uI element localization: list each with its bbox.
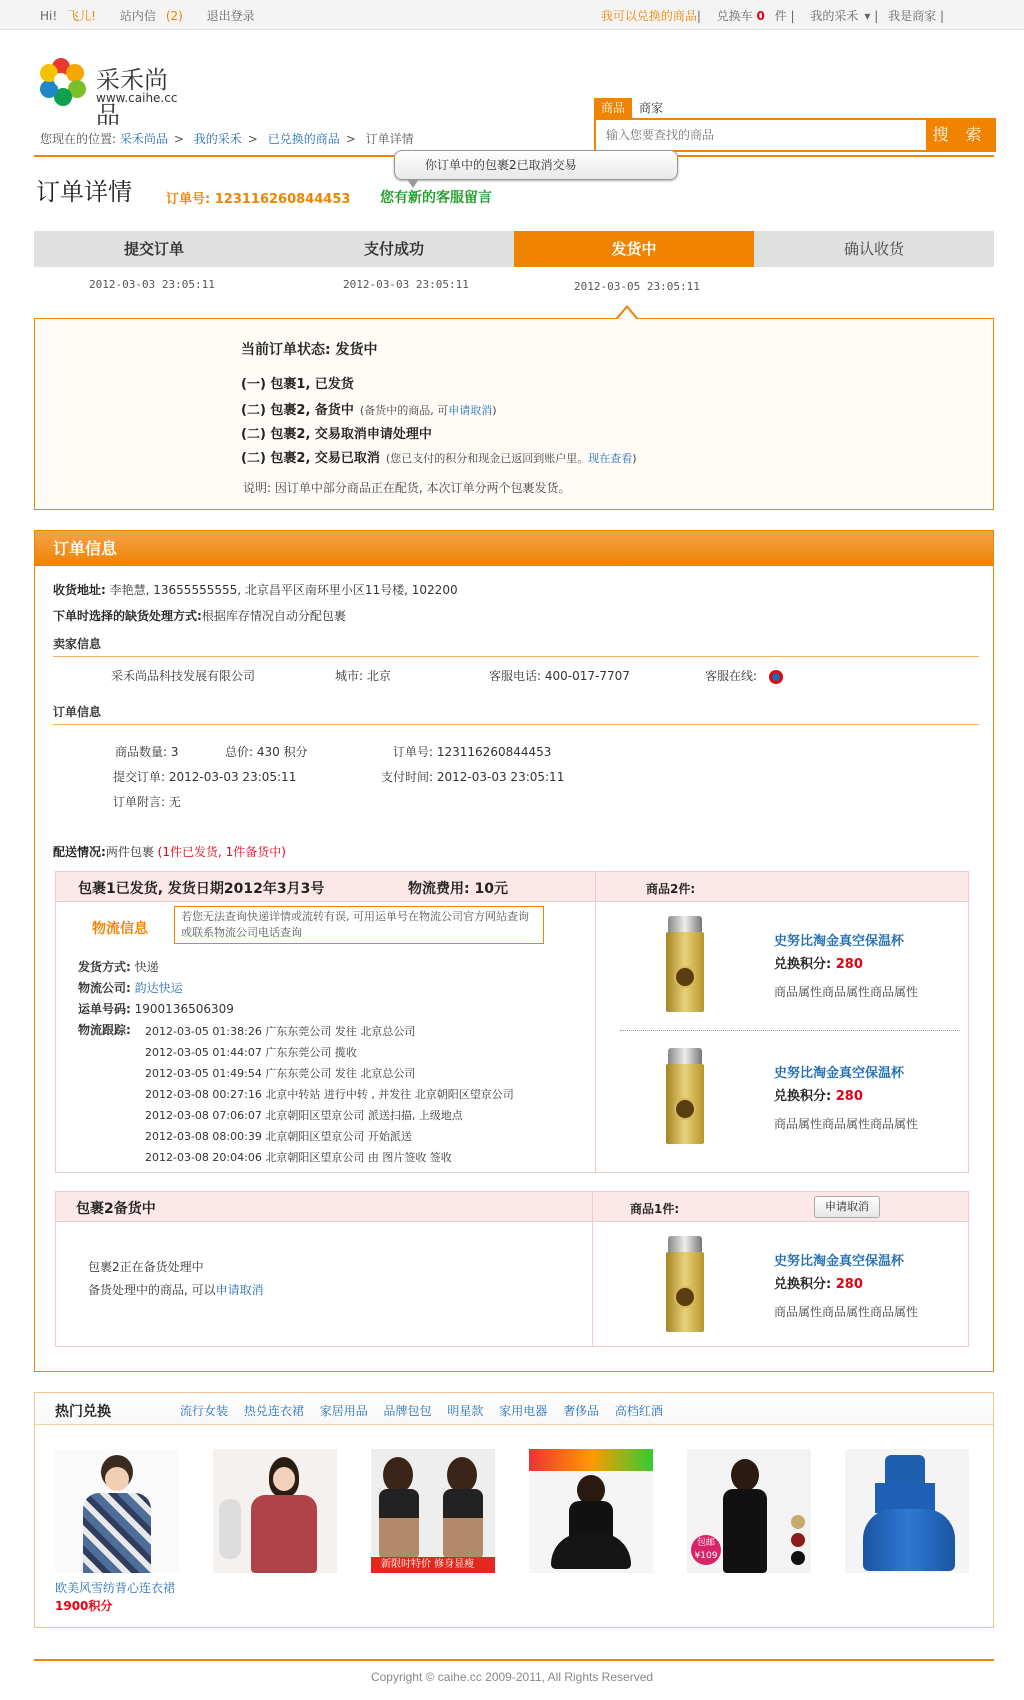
order-no: 订单号: 123116260844453: [393, 745, 552, 759]
new-message-link[interactable]: 您有新的客服留言: [380, 190, 492, 206]
search-box: [594, 98, 996, 152]
status-line: (二) 包裹2, 交易已取消 (您已支付的积分和现金已返回到账户里。现在查看): [241, 451, 637, 466]
package-1-title: 包裹1已发货, 发货日期2012年3月3号: [78, 881, 325, 897]
product-name-link[interactable]: 史努比淘金真空保温杯: [774, 1254, 905, 1269]
breadcrumb-my-caihe[interactable]: 我的采禾: [193, 132, 242, 146]
hot-item-banner: 新限时特价 修身显瘦: [371, 1557, 495, 1573]
seller-city: 城市: 北京: [335, 669, 391, 683]
step-submit: 提交订单: [123, 240, 184, 258]
qty: 商品数量: 3: [115, 745, 179, 759]
top-bar: Hi! 飞儿! 站内信 (2) 退出登录 我可以兑换的商品| 兑换车 0 件 | 我的采禾 ▾ | 我是商家 |: [0, 0, 1024, 30]
hot-cat-link[interactable]: 家用电器: [499, 1404, 548, 1418]
total: 总价: 430 积分: [225, 745, 308, 759]
hot-item-image[interactable]: [213, 1449, 337, 1573]
exchangeable-link[interactable]: 我可以兑换的商品: [600, 9, 697, 23]
product-card: 史努比淘金真空保温杯 兑换积分: 280 商品属性商品属性商品属性: [606, 1228, 946, 1338]
tracking-list: [145, 1021, 514, 1168]
track-line: 2012-03-08 20:04:06 北京朝阳区望京公司 由 图片签收 签收: [145, 1151, 452, 1164]
order-info-panel: [34, 530, 994, 1372]
my-caihe-menu[interactable]: 我的采禾 ▾: [810, 9, 871, 23]
package-2-goods-count: 商品1件:: [630, 1202, 680, 1216]
tab-goods[interactable]: 商品: [594, 98, 632, 118]
order-number: 订单号: 123116260844453: [166, 192, 351, 207]
hot-item-name[interactable]: 欧美风雪纺背心连衣裙: [55, 1581, 176, 1595]
logistics-tip: 若您无法查询快递详情或流转有误, 可用运单号在物流公司官方网站查询或联系物流公司电话查询: [174, 906, 544, 944]
seller-name: 采禾尚品科技发展有限公司: [111, 669, 256, 683]
apply-cancel-link[interactable]: 申请取消: [448, 404, 493, 417]
hot-cat-link[interactable]: 热兑连衣裙: [243, 1404, 304, 1418]
apply-cancel-link[interactable]: 申请取消: [215, 1283, 264, 1297]
order-section-title: 订单信息: [53, 703, 979, 725]
seller-section-title: 卖家信息: [53, 635, 979, 657]
seller-phone: 客服电话: 400-017-7707: [489, 669, 630, 683]
package-2-status: 包裹2正在备货处理中: [88, 1260, 204, 1274]
status-note: 说明: 因订单中部分商品正在配货, 本次订单分两个包裹发货。: [243, 481, 571, 495]
product-card: 史努比淘金真空保温杯 兑换积分: 280 商品属性商品属性商品属性: [606, 908, 946, 1018]
hot-item-points: 1900积分: [55, 1599, 113, 1613]
track-line: 2012-03-05 01:38:26 广东东莞公司 发往 北京总公司: [145, 1025, 416, 1038]
breadcrumb-exchanged[interactable]: 已兑换的商品: [267, 132, 340, 146]
product-image[interactable]: [664, 1236, 706, 1332]
waybill: 运单号码: 1900136506309: [78, 1002, 234, 1016]
step-paid: 支付成功: [363, 240, 424, 258]
hot-item-image[interactable]: [845, 1449, 969, 1573]
view-now-link[interactable]: 现在查看: [588, 452, 633, 465]
ship-method: 发货方式: 快递: [78, 960, 159, 974]
cart-link[interactable]: 兑换车 0 件: [716, 9, 787, 23]
hot-exchange-panel: [34, 1392, 994, 1628]
pay-time: 支付时间: 2012-03-03 23:05:11: [381, 770, 565, 784]
package-2-note: 备货处理中的商品, 可以申请取消: [88, 1283, 264, 1297]
track-line: 2012-03-08 07:06:07 北京朝阳区望京公司 派送扫描, 上级地点: [145, 1109, 463, 1122]
ship-company: 物流公司: 韵达快运: [78, 981, 183, 995]
package-2-title: 包裹2备货中: [76, 1201, 156, 1217]
status-line: (二) 包裹2, 交易取消申请处理中: [241, 427, 432, 442]
search-input[interactable]: [596, 120, 916, 150]
seller-online: 客服在线:: [705, 667, 783, 684]
step-time: 2012-03-03 23:05:11: [89, 278, 215, 291]
package-1-fee: 物流费用: 10元: [408, 881, 508, 897]
greeting: Hi! 飞儿!: [40, 9, 96, 23]
product-card: 史努比淘金真空保温杯 兑换积分: 280 商品属性商品属性商品属性: [606, 1040, 946, 1150]
logo[interactable]: [38, 54, 188, 129]
step-shipping: 发货中: [514, 231, 754, 267]
hot-categories: [180, 1402, 675, 1419]
hot-title: 热门兑换: [55, 1404, 111, 1420]
order-status-panel: [34, 318, 994, 510]
status-line: (一) 包裹1, 已发货: [241, 377, 354, 392]
address-row: 收货地址: 李艳慧, 13655555555, 北京昌平区南环里小区11号楼, 102200: [53, 583, 458, 597]
messages-link[interactable]: 站内信 (2): [119, 9, 183, 23]
breadcrumb: 您现在的位置: 采禾尚品 > 我的采禾 > 已兑换的商品 > 订单详情: [40, 132, 414, 146]
product-name-link[interactable]: 史努比淘金真空保温杯: [774, 934, 905, 949]
hot-item-image[interactable]: [371, 1449, 495, 1573]
breadcrumb-current: 订单详情: [365, 132, 414, 146]
divider: [620, 1030, 960, 1031]
logistics-label: 物流信息: [92, 921, 148, 937]
logo-text: 采禾尚品: [96, 66, 168, 129]
delivery-row: 配送情况:两件包裹 (1件已发货, 1件备货中): [53, 845, 286, 859]
search-button[interactable]: 搜 索: [926, 120, 994, 150]
copyright: Copyright © caihe.cc 2009-2011, All Rights Reserved: [370, 1670, 654, 1684]
hot-cat-link[interactable]: 奢侈品: [563, 1404, 600, 1418]
hot-cat-link[interactable]: 品牌包包: [383, 1404, 432, 1418]
track-line: 2012-03-08 08:00:39 北京朝阳区望京公司 开始派送: [145, 1130, 412, 1143]
status-line: (二) 包裹2, 备货中 (备货中的商品, 可申请取消): [241, 403, 497, 418]
tab-shop[interactable]: 商家: [639, 101, 664, 115]
company-link[interactable]: 韵达快运: [134, 981, 183, 995]
track-label: 物流跟踪:: [78, 1023, 131, 1037]
order-remark: 订单附言: 无: [113, 795, 181, 809]
notice-tooltip: 你订单中的包裹2已取消交易: [394, 150, 678, 180]
step-confirm: 确认收货: [843, 240, 904, 258]
free-shipping-badge: 包邮 ¥109: [691, 1535, 721, 1565]
breadcrumb-home[interactable]: 采禾尚品: [119, 132, 168, 146]
merchant-link[interactable]: 我是商家: [888, 9, 937, 23]
track-line: 2012-03-05 01:44:07 广东东莞公司 揽收: [145, 1046, 357, 1059]
product-name-link[interactable]: 史努比淘金真空保温杯: [774, 1066, 905, 1081]
username-link[interactable]: 飞儿!: [67, 9, 96, 23]
shortage-row: 下单时选择的缺货处理方式:根据库存情况自动分配包裹: [53, 609, 346, 623]
hot-cat-link[interactable]: 高档红酒: [614, 1404, 663, 1418]
product-image[interactable]: [664, 916, 706, 1012]
qq-chat-icon[interactable]: [769, 670, 783, 684]
order-info-header: 订单信息: [35, 531, 993, 566]
apply-cancel-button[interactable]: 申请取消: [814, 1196, 880, 1218]
hot-item-image[interactable]: [687, 1449, 811, 1573]
package-1-goods-count: 商品2件:: [646, 882, 696, 896]
status-title: 当前订单状态: 发货中: [241, 342, 378, 358]
submit-time: 提交订单: 2012-03-03 23:05:11: [113, 770, 297, 784]
package-2: [55, 1191, 969, 1347]
step-time: 2012-03-03 23:05:11: [343, 278, 469, 291]
hot-cat-link[interactable]: 家居用品: [319, 1404, 368, 1418]
caret-down-icon: ▾: [864, 9, 871, 23]
hot-item-image[interactable]: [529, 1449, 653, 1573]
hot-item-image[interactable]: [55, 1449, 179, 1573]
track-line: 2012-03-05 01:49:54 广东东莞公司 发往 北京总公司: [145, 1067, 416, 1080]
page-title: 订单详情: [36, 178, 132, 206]
logout-link[interactable]: 退出登录: [206, 9, 255, 23]
product-image[interactable]: [664, 1048, 706, 1144]
track-line: 2012-03-08 00:27:16 北京中转站 进行中转 , 并发往 北京朝阳区望京公司: [145, 1088, 514, 1101]
step-time: 2012-03-05 23:05:11: [574, 280, 700, 293]
hot-cat-link[interactable]: 明星款: [447, 1404, 484, 1418]
package-1: [55, 871, 969, 1173]
logo-domain: www.caihe.cc: [96, 91, 178, 105]
progress-steps: [34, 231, 994, 267]
hot-cat-link[interactable]: 流行女装: [180, 1404, 229, 1418]
footer-divider: [34, 1659, 994, 1661]
